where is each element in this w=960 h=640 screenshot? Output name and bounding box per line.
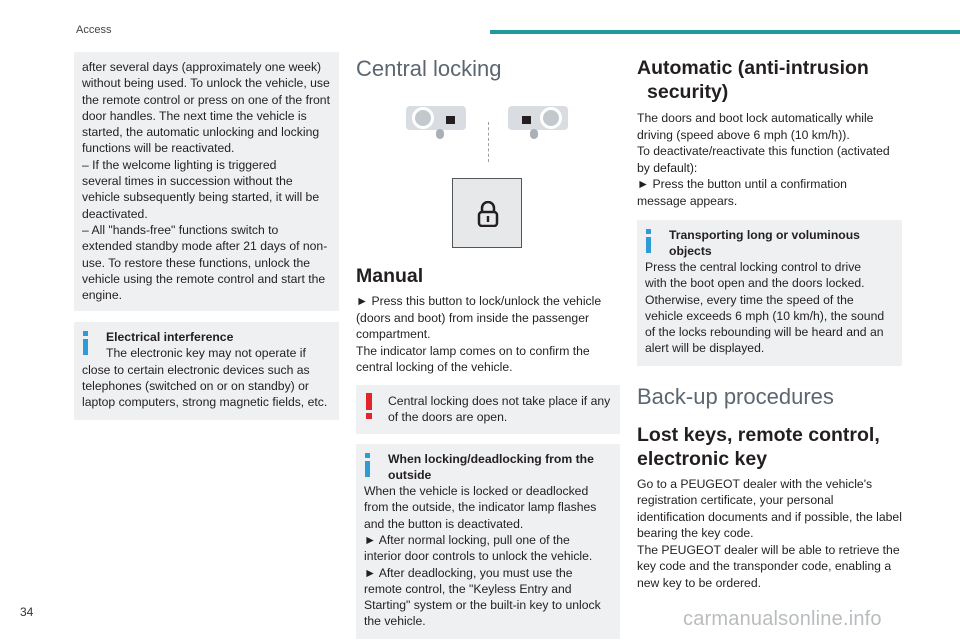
note-line: of the doors are open. xyxy=(388,409,508,424)
text-line: The PEUGEOT dealer will be able to retrieve the xyxy=(637,542,900,557)
padlock-icon xyxy=(477,201,499,227)
text-line: after several days (approximately one week) xyxy=(82,60,322,74)
text-line: driving (speed above 6 mph (10 km/h)). xyxy=(637,127,850,142)
heading-line: electronic key xyxy=(637,447,768,470)
column-middle xyxy=(356,52,620,639)
heading-line: security) xyxy=(647,81,729,103)
info-icon xyxy=(646,229,651,253)
text-line: vehicle using the remote control and start the xyxy=(82,271,326,286)
text-line: The doors and boot lock automatically while xyxy=(637,111,874,125)
note-line: with the boot open and the doors locked. xyxy=(645,276,865,291)
note-line: Otherwise, every time the speed of the xyxy=(645,292,854,307)
text-line: engine. xyxy=(82,288,122,303)
note-title: When locking/deadlocking from the xyxy=(388,452,594,467)
note-title: outside xyxy=(388,468,432,483)
dashboard-right-unit-illustration xyxy=(508,106,568,132)
text-line: vehicle subsequently being started, it will be xyxy=(82,190,320,205)
heading-line: Lost keys, remote control, xyxy=(637,423,880,446)
text-line: new key to be ordered. xyxy=(637,575,761,590)
text-line: functions will be reactivated. xyxy=(82,141,235,156)
note-title: objects xyxy=(669,244,712,258)
text-line: To deactivate/reactivate this function (activated xyxy=(637,144,890,158)
text-line: ► Press the button until a confirmation xyxy=(637,177,847,191)
button-marker-icon xyxy=(446,116,455,124)
warning-note-central-locking xyxy=(356,385,620,435)
steering-wheel-icon xyxy=(412,107,434,129)
text-line: the remote control or press on one of the front xyxy=(82,92,330,107)
dashboard-left-unit-illustration xyxy=(406,106,466,132)
text-line: Go to a PEUGEOT dealer with the vehicle's xyxy=(637,476,873,491)
note-line: of the locks rebounding will be heard and an xyxy=(645,325,884,340)
page-number: 34 xyxy=(20,605,34,619)
watermark-text: carmanualsonline.info xyxy=(683,608,882,630)
indicator-icon xyxy=(436,129,444,139)
note-line: close to certain electronic devices such as xyxy=(82,362,310,377)
text-line: (doors and boot) from inside the passenger xyxy=(356,310,590,325)
note-title: Electrical interference xyxy=(106,330,234,345)
text-line: identification documents and if possible, the label xyxy=(637,509,902,524)
note-line: Central locking does not take place if any xyxy=(388,393,611,408)
header-accent-bar xyxy=(490,30,960,34)
text-line: extended standby mode after 21 days of non- xyxy=(82,239,328,254)
note-line: Press the central locking control to drive xyxy=(645,260,862,274)
note-line: ► After deadlocking, you must use the xyxy=(364,565,573,580)
note-line: The electronic key may not operate if xyxy=(106,346,306,361)
note-line: telephones (switched on or on standby) or xyxy=(82,379,309,394)
note-line: from the outside, the indicator lamp flashes xyxy=(364,500,597,515)
text-line: registration certificate, your personal xyxy=(637,493,834,508)
text-line: bearing the key code. xyxy=(637,526,754,541)
info-icon xyxy=(83,331,88,355)
note-line: the vehicle. xyxy=(364,614,426,629)
text-line: The indicator lamp comes on to confirm the xyxy=(356,343,590,358)
note-line: alert will be displayed. xyxy=(645,341,765,356)
info-note-transporting-objects xyxy=(637,220,902,366)
heading-line: Automatic (anti-intrusion xyxy=(637,57,869,79)
divider xyxy=(488,122,489,162)
text-line: – All "hands-free" functions switch to xyxy=(82,222,279,237)
heading-automatic xyxy=(637,56,902,104)
note-title: Transporting long or voluminous xyxy=(669,228,860,242)
text-line: deactivated. xyxy=(82,206,148,221)
text-line: several times in succession without the xyxy=(82,174,293,189)
central-locking-illustration xyxy=(356,82,620,250)
section-title: Access xyxy=(76,24,112,36)
column-right xyxy=(637,52,902,591)
note-line: interior door controls to unlock the vehicle. xyxy=(364,549,593,564)
column-left xyxy=(74,52,339,420)
central-locking-button-illustration xyxy=(452,178,522,248)
lost-keys-body xyxy=(637,476,902,592)
heading-lost-keys xyxy=(637,423,902,471)
info-note-electrical-interference xyxy=(74,322,339,419)
note-line: laptop computers, strong magnetic fields, etc. xyxy=(82,395,328,410)
heading-backup-procedures: Back-up procedures xyxy=(637,383,834,409)
text-line: by default): xyxy=(637,160,698,175)
text-line: use. To restore these functions, unlock the xyxy=(82,255,311,270)
note-line: remote control, the "Keyless Entry and xyxy=(364,581,572,596)
info-icon xyxy=(365,453,370,477)
heading-central-locking: Central locking xyxy=(356,56,502,81)
note-line: When the vehicle is locked or deadlocked xyxy=(364,484,589,499)
automatic-body xyxy=(637,110,902,209)
text-line: ► Press this button to lock/unlock the vehicle xyxy=(356,294,602,308)
note-line: ► After normal locking, pull one of the xyxy=(364,532,570,547)
note-line: and the button is deactivated. xyxy=(364,516,524,531)
info-note-locking-from-outside xyxy=(356,444,620,639)
text-line: – If the welcome lighting is triggered xyxy=(82,157,277,172)
warning-icon xyxy=(366,393,372,419)
text-line: started, the automatic unlocking and locking xyxy=(82,125,320,140)
steering-wheel-icon xyxy=(540,107,562,129)
button-marker-icon xyxy=(522,116,531,124)
indicator-icon xyxy=(530,129,538,139)
text-line: door handles. The next time the vehicle is xyxy=(82,108,307,123)
text-line: without being used. To unlock the vehicle, use xyxy=(82,76,330,91)
text-line: central locking of the vehicle. xyxy=(356,360,513,374)
text-line: compartment. xyxy=(356,327,431,341)
note-line: Starting" system or the built-in key to unlock xyxy=(364,598,601,613)
text-line: message appears. xyxy=(637,193,738,208)
heading-manual: Manual xyxy=(356,265,424,287)
continued-text-box xyxy=(74,52,339,311)
note-line: vehicle exceeds 6 mph (10 km/h), the sound xyxy=(645,308,885,323)
manual-body xyxy=(356,293,620,376)
text-line: key code and the transponder code, enabling a xyxy=(637,559,892,574)
